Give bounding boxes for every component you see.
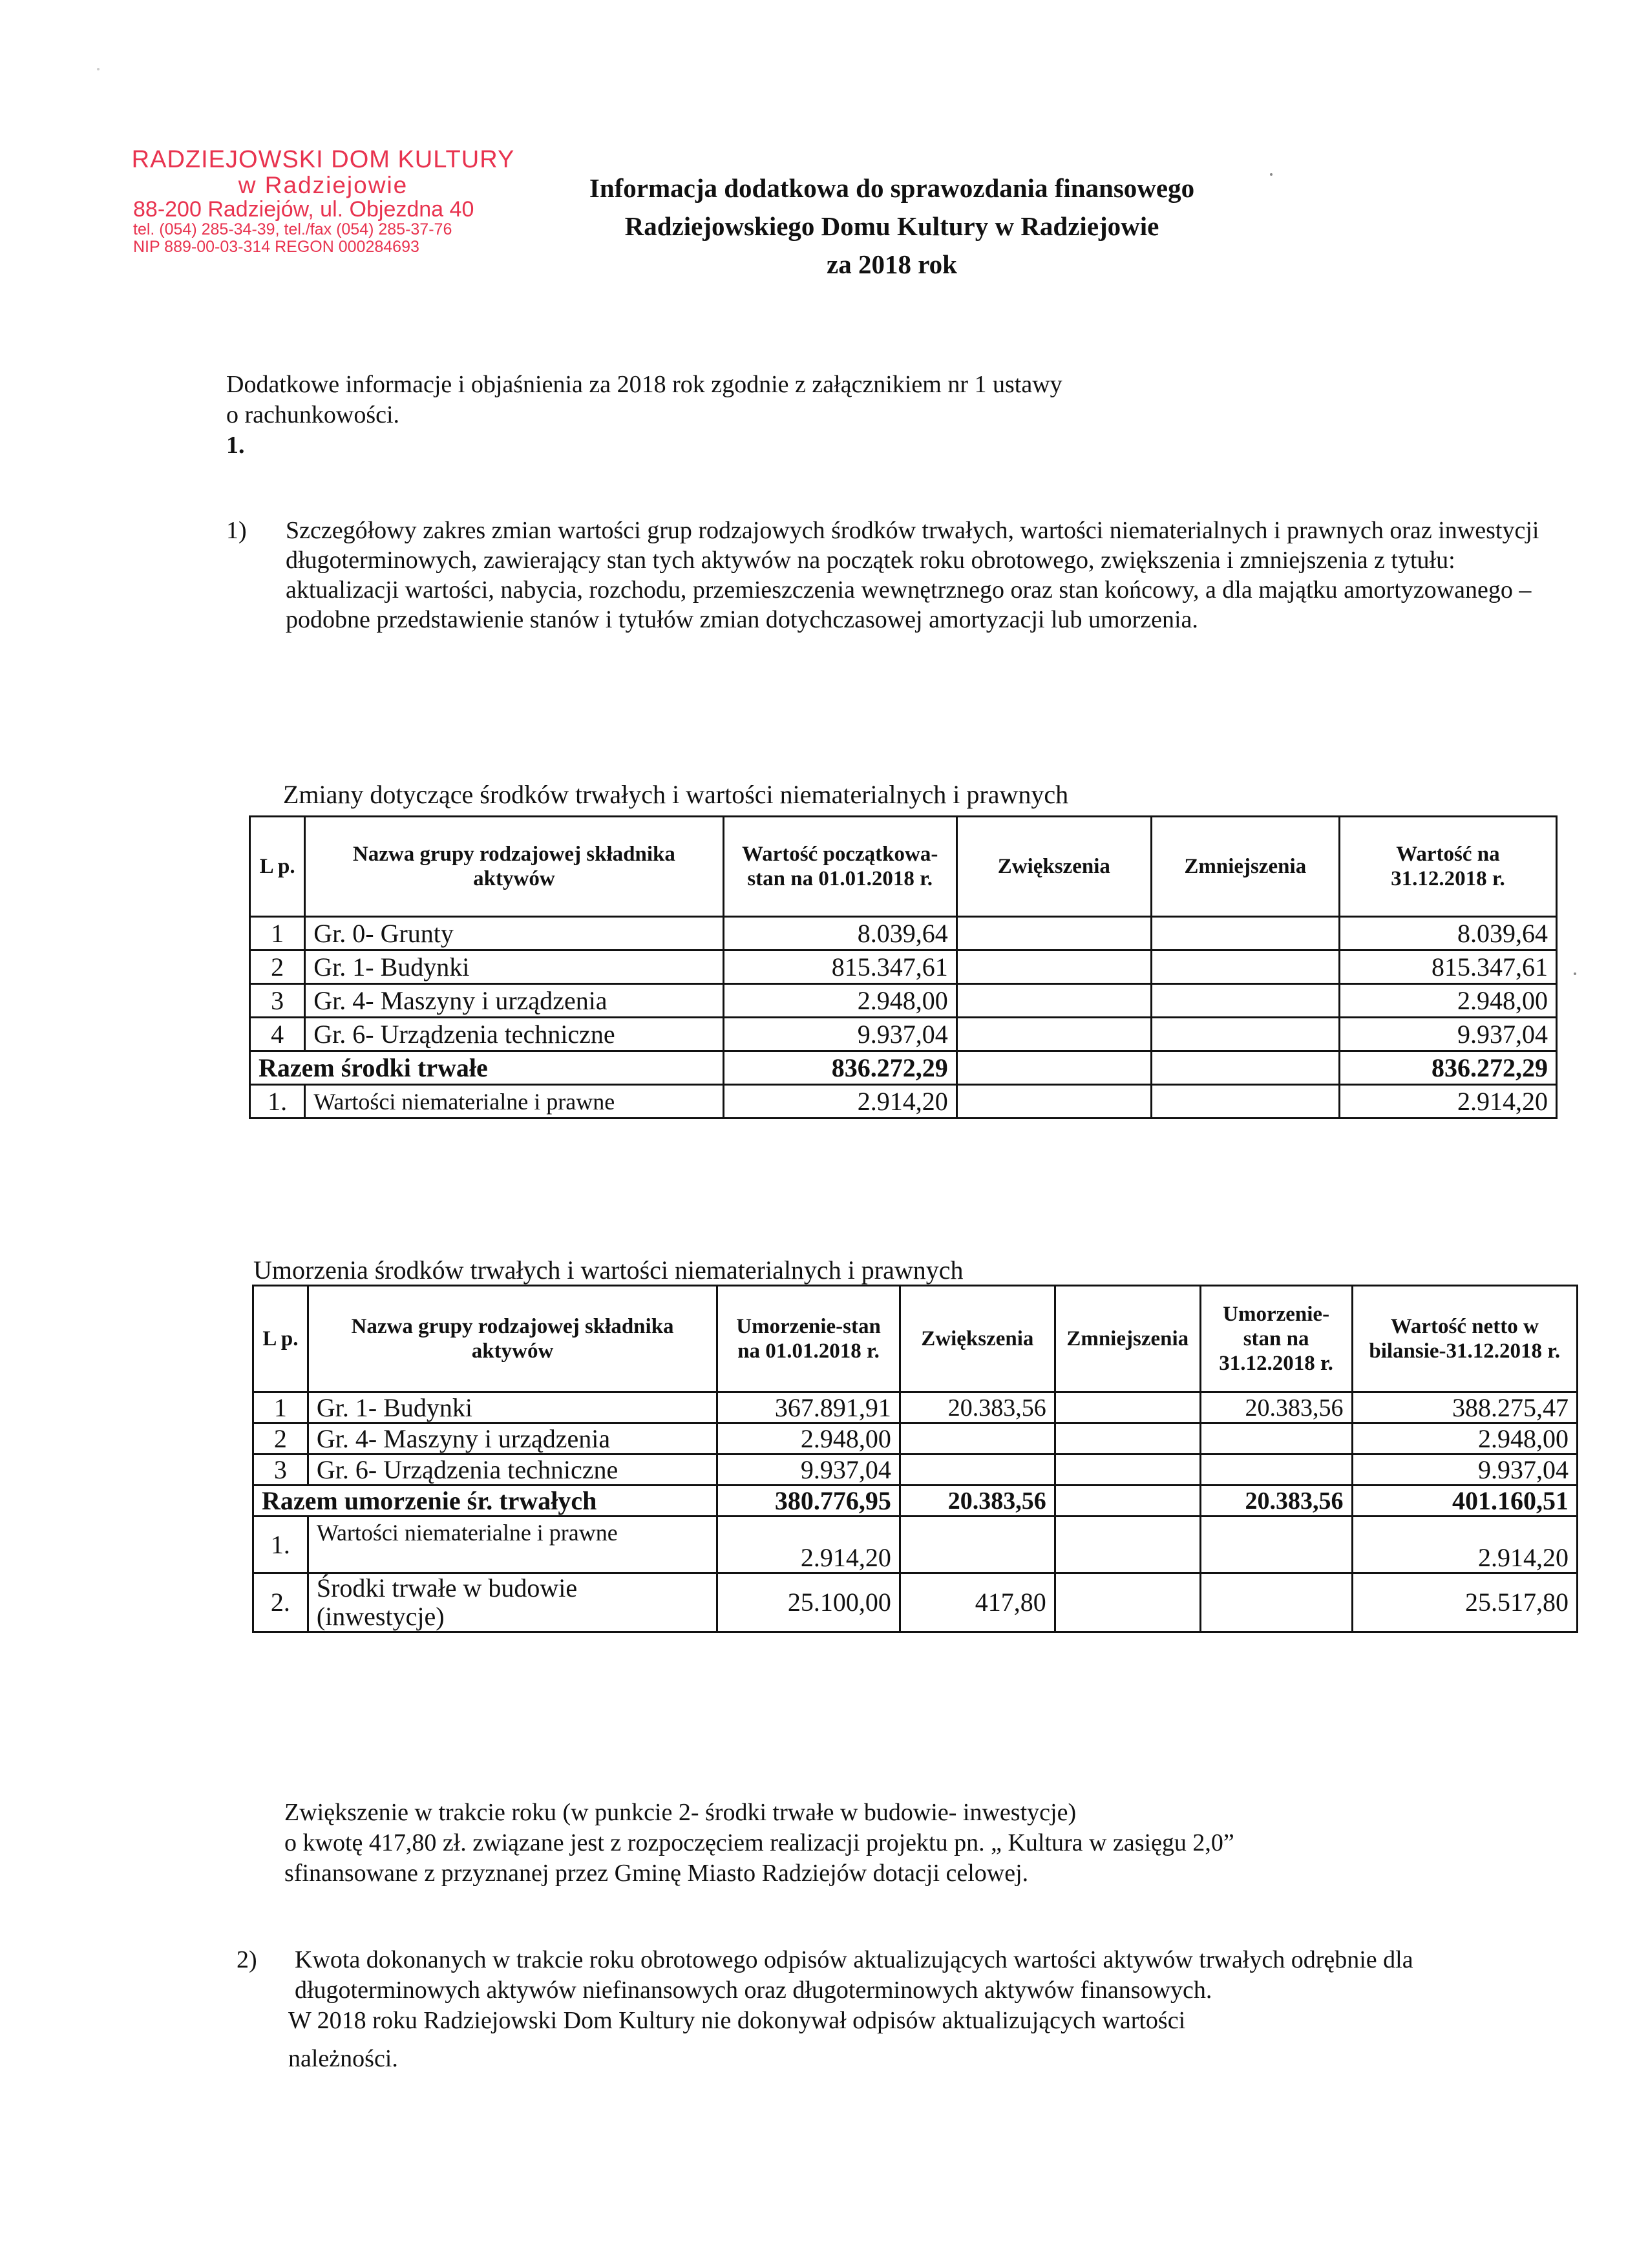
cell-opening: 9.937,04 [723, 1018, 956, 1051]
cell-name: Wartości niematerialne i prawne [305, 1085, 723, 1118]
cell-closing [1200, 1573, 1352, 1632]
cell-lp: 2 [253, 1423, 308, 1454]
header-increase: Zwiększenia [900, 1286, 1055, 1392]
cell-closing: 9.937,04 [1339, 1018, 1556, 1051]
header-lp: L p. [253, 1286, 308, 1392]
title-line-3: za 2018 rok [827, 249, 957, 279]
cell-decrease [1151, 1018, 1339, 1051]
table-header-row [253, 1286, 1578, 1392]
cell-lp: 3 [250, 984, 305, 1018]
table-row [250, 984, 1557, 1018]
cell-decrease [1055, 1392, 1200, 1423]
cell-name: Środki trwałe w budowie (inwestycje) [308, 1573, 717, 1632]
document-title [511, 169, 1273, 284]
cell-net: 388.275,47 [1352, 1392, 1577, 1423]
table-total-row [253, 1486, 1578, 1517]
cell-decrease [1151, 950, 1339, 984]
stamp-name: RADZIEJOWSKI DOM KULTURY [131, 146, 515, 173]
header-lp: L p. [250, 817, 305, 917]
stamp-ids: NIP 889-00-03-314 REGON 000284693 [133, 237, 419, 256]
cell-increase [900, 1517, 1055, 1573]
cell-net: 2.914,20 [1352, 1517, 1577, 1573]
cell-closing: 815.347,61 [1339, 950, 1556, 984]
depreciation-table [252, 1285, 1578, 1633]
table-row [250, 1085, 1557, 1118]
stamp-location: w Radziejowie [238, 171, 408, 198]
header-name: Nazwa grupy rodzajowej składnika aktywów [305, 817, 723, 917]
cell-decrease [1055, 1573, 1200, 1632]
cell-increase [900, 1454, 1055, 1486]
cell-decrease [1151, 917, 1339, 950]
intro-paragraph [226, 370, 1389, 461]
total-increase: 20.383,56 [900, 1486, 1055, 1517]
header-decrease: Zmniejszenia [1151, 817, 1339, 917]
cell-opening: 8.039,64 [723, 917, 956, 950]
table-total-row [250, 1051, 1557, 1085]
title-line-1: Informacja dodatkowa do sprawozdania finansowego [589, 173, 1195, 203]
cell-increase [956, 1085, 1151, 1118]
cell-name: Gr. 6- Urządzenia techniczne [305, 1018, 723, 1051]
cell-decrease [1151, 984, 1339, 1018]
cell-closing: 2.914,20 [1339, 1085, 1556, 1118]
title-line-2: Radziejowskiego Domu Kultury w Radziejowie [624, 211, 1159, 241]
cell-closing [1200, 1517, 1352, 1573]
header-decrease: Zmniejszenia [1055, 1286, 1200, 1392]
total-net: 401.160,51 [1352, 1486, 1577, 1517]
header-net: Wartość netto w bilansie-31.12.2018 r. [1352, 1286, 1577, 1392]
cell-decrease [1055, 1517, 1200, 1573]
section-number: 1. [226, 432, 245, 459]
cell-closing [1200, 1454, 1352, 1486]
section-2-statement-line-1: W 2018 roku Radziejowski Dom Kultury nie dokonywał odpisów aktualizujących wartości [288, 2007, 1186, 2034]
table-2-caption: Umorzenia środków trwałych i wartości niematerialnych i prawnych [253, 1255, 964, 1285]
cell-closing: 2.948,00 [1339, 984, 1556, 1018]
section-2-statement-line-2: należności. [288, 2045, 398, 2072]
cell-lp: 3 [253, 1454, 308, 1486]
table-row [253, 1454, 1578, 1486]
cell-net: 9.937,04 [1352, 1454, 1577, 1486]
total-opening: 380.776,95 [717, 1486, 900, 1517]
cell-name: Gr. 1- Budynki [305, 950, 723, 984]
cell-name: Gr. 6- Urządzenia techniczne [308, 1454, 717, 1486]
cell-opening: 2.914,20 [723, 1085, 956, 1118]
table-1-caption: Zmiany dotyczące środków trwałych i wartości niematerialnych i prawnych [283, 780, 1069, 809]
stamp-address: 88-200 Radziejów, ul. Objezdna 40 [133, 196, 474, 222]
table-row [253, 1573, 1578, 1632]
total-opening: 836.272,29 [723, 1051, 956, 1085]
table-row [250, 1018, 1557, 1051]
cell-closing: 8.039,64 [1339, 917, 1556, 950]
table-row [253, 1423, 1578, 1454]
note-line-2: o kwotę 417,80 zł. związane jest z rozpoczęciem realizacji projektu pn. „ Kultura w zasięgu 2,0” [284, 1829, 1234, 1856]
total-decrease [1055, 1486, 1200, 1517]
cell-decrease [1055, 1423, 1200, 1454]
cell-increase [956, 917, 1151, 950]
cell-opening: 367.891,91 [717, 1392, 900, 1423]
fixed-assets-changes-table [249, 815, 1558, 1119]
section-1 [226, 516, 1570, 635]
header-opening: Umorzenie-stan na 01.01.2018 r. [717, 1286, 900, 1392]
section-1-text: Szczegółowy zakres zmian wartości grup rodzajowych środków trwałych, wartości niematerialnych i prawnych oraz inwestycji długoterminowych, zawierający stan tych aktywów na początek roku obrotowego, zwiększenia i zmniejszenia z tytułu: aktualizacji wartości, nabycia, rozchodu, przemieszczenia wewnętrznego oraz stan końcowy, a dla majątku amortyzowanego – podobne przedstawienie stanów i tytułów zmian dotychczasowej amortyzacji lub umorzenia. [286, 517, 1539, 633]
table-row [250, 917, 1557, 950]
cell-net: 2.948,00 [1352, 1423, 1577, 1454]
header-name: Nazwa grupy rodzajowej składnika aktywów [308, 1286, 717, 1392]
header-increase: Zwiększenia [956, 817, 1151, 917]
header-opening: Wartość początkowa-stan na 01.01.2018 r. [723, 817, 956, 917]
note-line-1: Zwiększenie w trakcie roku (w punkcie 2- środki trwałe w budowie- inwestycje) [284, 1799, 1077, 1826]
cell-opening: 9.937,04 [717, 1454, 900, 1486]
stamp-phone: tel. (054) 285-34-39, tel./fax (054) 285-37-76 [133, 220, 452, 239]
cell-opening: 815.347,61 [723, 950, 956, 984]
cell-opening: 2.948,00 [717, 1423, 900, 1454]
intro-line-2: o rachunkowości. [226, 401, 400, 428]
cell-name: Gr. 4- Maszyny i urządzenia [308, 1423, 717, 1454]
scan-speck [1574, 972, 1576, 975]
scan-speck [97, 68, 100, 70]
table-row [253, 1517, 1578, 1573]
cell-net: 25.517,80 [1352, 1573, 1577, 1632]
total-increase [956, 1051, 1151, 1085]
cell-increase: 417,80 [900, 1573, 1055, 1632]
cell-lp: 2 [250, 950, 305, 984]
total-label: Razem środki trwałe [250, 1051, 724, 1085]
cell-name: Gr. 4- Maszyny i urządzenia [305, 984, 723, 1018]
intro-line-1: Dodatkowe informacje i objaśnienia za 2018 rok zgodnie z załącznikiem nr 1 ustawy [226, 371, 1062, 398]
cell-opening: 2.914,20 [717, 1517, 900, 1573]
cell-decrease [1151, 1085, 1339, 1118]
total-label: Razem umorzenie śr. trwałych [253, 1486, 717, 1517]
table-row [253, 1392, 1578, 1423]
cell-lp: 1 [250, 917, 305, 950]
cell-increase: 20.383,56 [900, 1392, 1055, 1423]
section-2 [237, 1945, 1529, 2074]
header-closing: Wartość na 31.12.2018 r. [1339, 817, 1556, 917]
cell-lp: 1. [253, 1517, 308, 1573]
cell-increase [900, 1423, 1055, 1454]
cell-closing [1200, 1423, 1352, 1454]
cell-name: Gr. 1- Budynki [308, 1392, 717, 1423]
table-row [250, 950, 1557, 984]
total-closing: 836.272,29 [1339, 1051, 1556, 1085]
cell-increase [956, 950, 1151, 984]
table-header-row [250, 817, 1557, 917]
cell-opening: 25.100,00 [717, 1573, 900, 1632]
scan-speck [1270, 173, 1273, 176]
total-decrease [1151, 1051, 1339, 1085]
total-closing: 20.383,56 [1200, 1486, 1352, 1517]
cell-opening: 2.948,00 [723, 984, 956, 1018]
section-1-number: 1) [226, 517, 247, 544]
cell-increase [956, 1018, 1151, 1051]
section-2-text: Kwota dokonanych w trakcie roku obrotowego odpisów aktualizujących wartości aktywów trwałych odrębnie dla długoterminowych aktywów niefinansowych oraz długoterminowych aktywów finansowych. [295, 1946, 1413, 2004]
cell-name: Wartości niematerialne i prawne [308, 1517, 717, 1573]
cell-lp: 2. [253, 1573, 308, 1632]
header-closing: Umorzenie-stan na 31.12.2018 r. [1200, 1286, 1352, 1392]
investment-note [284, 1798, 1577, 1889]
cell-increase [956, 984, 1151, 1018]
cell-lp: 1. [250, 1085, 305, 1118]
section-2-number: 2) [237, 1946, 257, 1973]
cell-lp: 1 [253, 1392, 308, 1423]
note-line-3: sfinansowane z przyznanej przez Gminę Miasto Radziejów dotacji celowej. [284, 1860, 1029, 1887]
institution-stamp [129, 147, 517, 255]
cell-lp: 4 [250, 1018, 305, 1051]
cell-name: Gr. 0- Grunty [305, 917, 723, 950]
cell-decrease [1055, 1454, 1200, 1486]
cell-closing: 20.383,56 [1200, 1392, 1352, 1423]
